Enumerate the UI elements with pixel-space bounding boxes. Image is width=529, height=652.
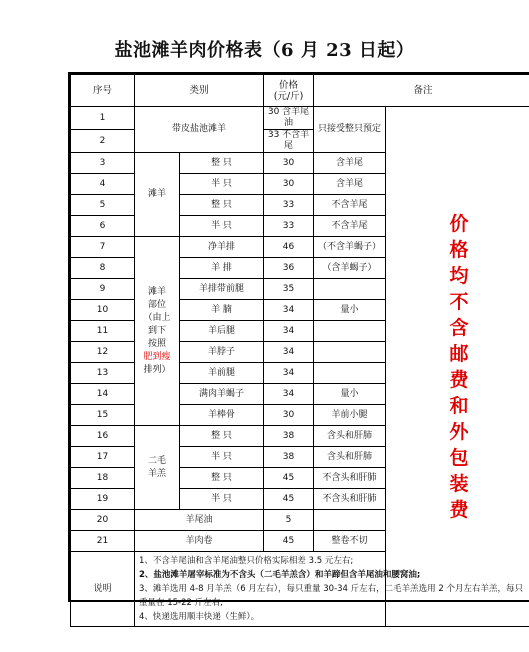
row-item: 半 只 — [180, 447, 264, 468]
row-no: 19 — [71, 489, 135, 510]
row-note: 含头和肝肺 — [314, 447, 386, 468]
row-price: 45 — [264, 531, 314, 552]
row-price: 34 — [264, 300, 314, 321]
price-table — [70, 74, 529, 627]
side-note-char: 不 — [449, 290, 469, 313]
row-no: 6 — [71, 216, 135, 237]
row-note: 含头和肝肺 — [314, 426, 386, 447]
header-category: 类别 — [135, 75, 264, 107]
row-price: 30 含羊尾油 — [264, 107, 314, 130]
row-price: 34 — [264, 342, 314, 363]
row-note: 量小 — [314, 384, 386, 405]
explain-label: 说明 — [71, 552, 135, 627]
row-price: 45 — [264, 468, 314, 489]
row-no: 2 — [71, 130, 135, 153]
row-no: 9 — [71, 279, 135, 300]
row-price: 5 — [264, 510, 314, 531]
row-note: （含羊蝎子） — [314, 258, 386, 279]
row-no: 17 — [71, 447, 135, 468]
row-no: 20 — [71, 510, 135, 531]
table-row — [71, 107, 529, 130]
row-no: 16 — [71, 426, 135, 447]
side-note-char: 和 — [449, 394, 469, 417]
explain-line: 2、盐池滩羊屠宰标准为不含头（二毛羊羔含）和羊蹄但含羊尾油和腰窝油; — [139, 570, 421, 580]
row-note: 不含羊尾 — [314, 216, 386, 237]
side-note-char: 均 — [449, 264, 469, 287]
side-note-char: 邮 — [449, 342, 469, 365]
explain-line: 4、快递选用顺丰快递（生鲜）。 — [139, 612, 260, 622]
header-price-label: 价格 — [279, 79, 299, 91]
side-note-char: 价 — [449, 212, 469, 235]
row-price: 33 — [264, 216, 314, 237]
side-note-char: 含 — [449, 316, 469, 339]
row-price: 30 — [264, 174, 314, 195]
row-item: 净羊排 — [180, 237, 264, 258]
header-no: 序号 — [71, 75, 135, 107]
side-note-char: 费 — [449, 368, 469, 391]
explain-text — [135, 552, 529, 627]
side-note-char: 格 — [449, 238, 469, 261]
row-item: 半 只 — [180, 489, 264, 510]
row-price: 38 — [264, 426, 314, 447]
row-no: 10 — [71, 300, 135, 321]
row-price: 46 — [264, 237, 314, 258]
group-parts-line: 到下 — [147, 325, 166, 336]
row-note: 不含头和肝肺 — [314, 468, 386, 489]
group-parts-line: 按照 — [147, 338, 166, 349]
group-parts-line: （由上 — [143, 312, 171, 323]
row-price: 33 不含羊尾 — [264, 130, 314, 153]
group-parts-line: 部位 — [147, 299, 166, 310]
row-price: 34 — [264, 363, 314, 384]
side-note-char: 包 — [449, 446, 469, 469]
row-item: 羊 排 — [180, 258, 264, 279]
row-no: 8 — [71, 258, 135, 279]
row-no: 13 — [71, 363, 135, 384]
explain-line: 3、滩羊选用 4-8 月羊羔（6 月左右），每只重量 30-34 斤左右，二毛羊羔选用 2 个月左右羊羔，每只重量在 15-22 斤左右; — [139, 584, 523, 608]
explain-line: 1、不含羊尾油和含羊尾油整只价格实际相差 3.5 元左右; — [139, 556, 354, 566]
row-no: 7 — [71, 237, 135, 258]
side-note-char: 外 — [449, 420, 469, 443]
row-no: 21 — [71, 531, 135, 552]
row-no: 4 — [71, 174, 135, 195]
row-no: 14 — [71, 384, 135, 405]
row-no: 3 — [71, 153, 135, 174]
row-note: （不含羊蝎子） — [314, 237, 386, 258]
row-note: 羊前小腿 — [314, 405, 386, 426]
row-no: 12 — [71, 342, 135, 363]
side-note — [386, 107, 529, 627]
row-item: 带皮盐池滩羊 — [135, 107, 264, 153]
row-price: 34 — [264, 384, 314, 405]
row-item: 整 只 — [180, 153, 264, 174]
row-price: 45 — [264, 489, 314, 510]
row-note: 含羊尾 — [314, 174, 386, 195]
group-parts-line: 滩羊 — [147, 286, 166, 297]
row-no: 18 — [71, 468, 135, 489]
row-item: 羊排带前腿 — [180, 279, 264, 300]
row-no: 1 — [71, 107, 135, 130]
row-item: 满肉羊蝎子 — [180, 384, 264, 405]
row-price: 30 — [264, 153, 314, 174]
header-note: 备注 — [314, 75, 529, 107]
row-price: 34 — [264, 321, 314, 342]
group-parts-line: 排列） — [143, 364, 171, 375]
row-note — [314, 510, 386, 531]
page-title: 盐池滩羊肉价格表（6 月 23 日起） — [114, 40, 415, 61]
row-no: 5 — [71, 195, 135, 216]
row-item: 半 只 — [180, 174, 264, 195]
row-item: 羊前腿 — [180, 363, 264, 384]
side-note-char: 费 — [449, 498, 469, 521]
row-note: 含羊尾 — [314, 153, 386, 174]
row-price: 35 — [264, 279, 314, 300]
row-item: 羊 腩 — [180, 300, 264, 321]
group-parts-red: 肥到瘦 — [143, 351, 171, 362]
side-note-char: 装 — [449, 472, 469, 495]
row-note: 量小 — [314, 300, 386, 321]
row-note: 不含羊尾 — [314, 195, 386, 216]
group-tanyang: 滩羊 — [135, 153, 180, 237]
row-no: 15 — [71, 405, 135, 426]
table-header — [71, 75, 529, 107]
row-price: 30 — [264, 405, 314, 426]
row-price: 36 — [264, 258, 314, 279]
group-ermao-line: 羊羔 — [147, 468, 166, 479]
header-price-unit: (元/斤) — [273, 90, 304, 102]
row-price: 33 — [264, 195, 314, 216]
row-note: 整卷不切 — [314, 531, 386, 552]
explain-row — [71, 552, 529, 627]
row-note — [314, 363, 386, 384]
row-item: 羊后腿 — [180, 321, 264, 342]
row-item: 整 只 — [180, 468, 264, 489]
row-item: 整 只 — [180, 195, 264, 216]
row-item: 羊尾油 — [135, 510, 264, 531]
row-no: 11 — [71, 321, 135, 342]
row-item: 羊肉卷 — [135, 531, 264, 552]
row-item: 羊棒骨 — [180, 405, 264, 426]
row-note: 只接受整只预定 — [314, 107, 386, 153]
row-item: 羊脖子 — [180, 342, 264, 363]
row-note — [314, 279, 386, 300]
row-note — [314, 321, 386, 342]
group-ermao — [135, 426, 180, 510]
row-note: 不含头和肝肺 — [314, 489, 386, 510]
row-item: 半 只 — [180, 216, 264, 237]
header-price — [264, 75, 314, 107]
row-note — [314, 342, 386, 363]
row-price: 38 — [264, 447, 314, 468]
group-ermao-line: 二毛 — [147, 455, 166, 466]
row-item: 整 只 — [180, 426, 264, 447]
group-parts — [135, 237, 180, 426]
